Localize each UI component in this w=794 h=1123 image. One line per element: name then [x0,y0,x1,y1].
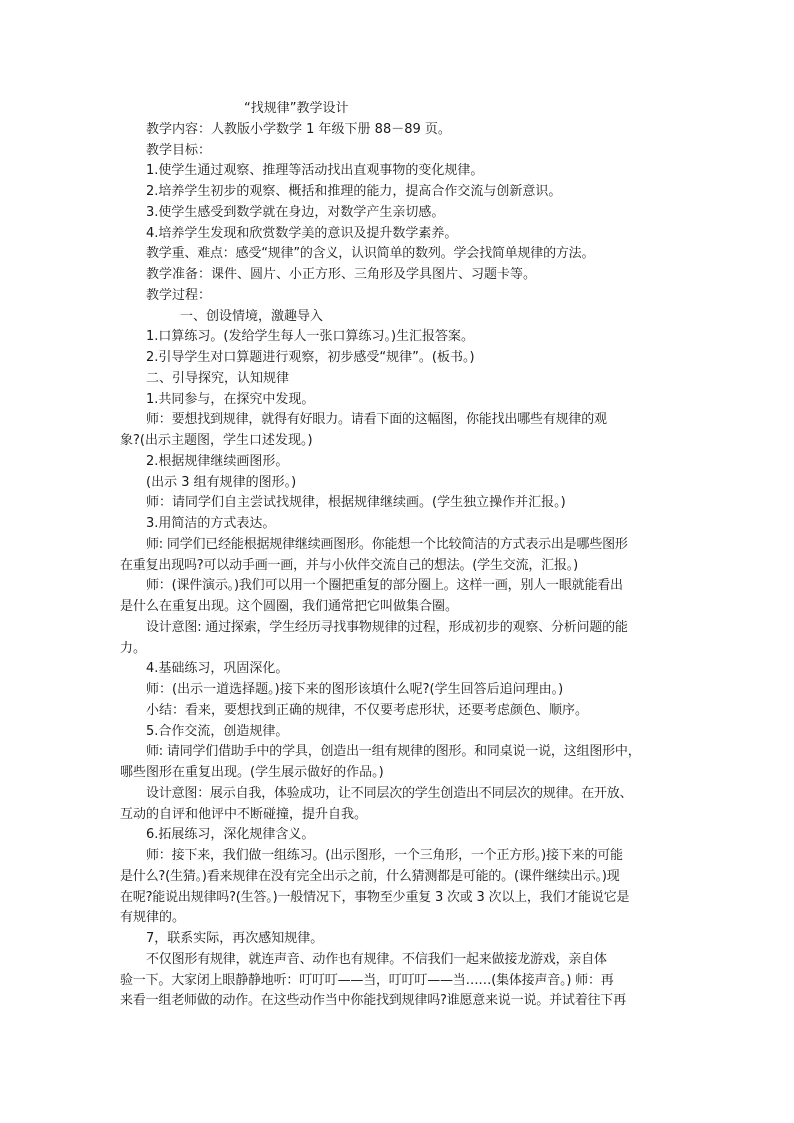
document-body [120,99,682,1012]
text-line: 师：请同学们自主尝试找规律，根据规律继续画。(学生独立操作并汇报。) [146,495,566,511]
text-line: 力。 [120,640,147,656]
section-heading: 一、创设情境，激趣导入 [180,308,324,324]
text-line: 师：要想找到规律，就得有好眼力。请看下面的这幅图，你能找出哪些有规律的观 [146,412,607,428]
text-line: 设计意图: 通过探索，学生经历寻找事物规律的过程，形成初步的观察、分析问题的能 [146,619,628,635]
text-line: 3.用简洁的方式表达。 [146,516,276,531]
text-line: 不仅图形有规律，就连声音、动作也有规律。不信我们一起来做接龙游戏，亲自体 [146,951,607,967]
text-line: 2.根据规律继续画图形。 [146,453,289,469]
text-line: 1.共同参与，在探究中发现。 [146,391,315,407]
text-line: 师: 同学们已经能根据规律继续画图形。你能想一个比较简洁的方式表示出是哪些图形 [146,536,628,552]
section-heading: 二、引导探究，认知规律 [146,370,290,386]
text-line: 小结：看来，要想找到正确的规律，不仅要考虑形状，还要考虑颜色、顺序。 [146,702,589,718]
text-line: 教学目标： [146,142,212,158]
text-line: 2.引导学生对口算题进行观察，初步感受“规律”。(板书。) [146,350,475,365]
text-line: (出示 3 组有规律的图形。) [146,474,297,490]
text-line: 师：接下来，我们做一组练习。(出示图形，一个三角形，一个正方形。)接下来的可能 [146,848,623,863]
text-line: 2.培养学生初步的观察、概括和推理的能力，提高合作交流与创新意识。 [146,184,562,199]
text-line: 1.口算练习。(发给学生每人一张口算练习。)生汇报答案。 [146,329,475,345]
text-line: 师: 请同学们借助手中的学具，创造出一组有规律的图形。和同桌说一说，这组图形中， [146,744,641,760]
text-line: 5.合作交流，创造规律。 [146,723,289,739]
text-line: 在重复出现吗?可以动手画一画，并与小伙伴交流自己的想法。(学生交流，汇报。) [120,557,578,573]
text-line: 教学重、难点：感受“规律”的含义，认识简单的数列。学会找简单规律的方法。 [146,246,595,262]
text-line: 在呢?能说出规律吗?(生答。)一般情况下，事物至少重复 3 次或 3 次以上，我们才能说它是 [120,889,630,905]
text-line: 7，联系实际，再次感知规律。 [146,931,324,946]
text-line: 是什么?(生猜。)看来规律在没有完全出示之前，什么猜测都是可能的。(课件继续出示。)现 [120,868,620,884]
text-line: 有规律的。 [120,910,186,926]
text-line: 教学过程： [146,287,212,303]
text-line: 教学准备：课件、圆片、小正方形、三角形及学具图片、习题卡等。 [146,267,537,282]
text-line: 3.使学生感受到数学就在身边，对数学产生亲切感。 [146,204,445,220]
text-line: 验一下。大家闭上眼静静地听：叮叮叮——当，叮叮叮——当……(集体接声音。) 师：再 [120,972,614,988]
text-line: 1.使学生通过观察、推理等活动找出直观事物的变化规律。 [146,163,484,179]
text-line: 互动的自评和他评中不断碰撞，提升自我。 [120,806,368,822]
text-line: 是什么在重复出现。这个圆圈，我们通常把它叫做集合圈。 [120,599,459,614]
text-line: 象?(出示主题图，学生口述发现。) [120,433,313,448]
text-line: 4.培养学生发现和欣赏数学美的意识及提升数学素养。 [146,225,458,241]
text-line: 4.基础练习，巩固深化。 [146,661,289,677]
text-line: 6.拓展练习，深化规律含义。 [146,827,315,843]
text-line: 哪些图形在重复出现。(学生展示做好的作品。) [120,765,384,780]
text-line: 教学内容：人教版小学数学 1 年级下册 88－89 页。 [146,121,451,137]
text-line: 师：(出示一道选择题。)接下来的图形该填什么呢?(学生回答后追问理由。) [146,682,564,697]
text-line: 设计意图：展示自我，体验成功，让不同层次的学生创造出不同层次的规律。在开放、 [146,785,633,801]
text-line: 师：(课件演示。)我们可以用一个圈把重复的部分圈上。这样一画，别人一眼就能看出 [146,578,623,594]
document-title: “找规律”教学设计 [244,101,349,116]
text-line: 来看一组老师做的动作。在这些动作当中你能找到规律吗?谁愿意来说一说。并试着往下再 [120,993,626,1009]
